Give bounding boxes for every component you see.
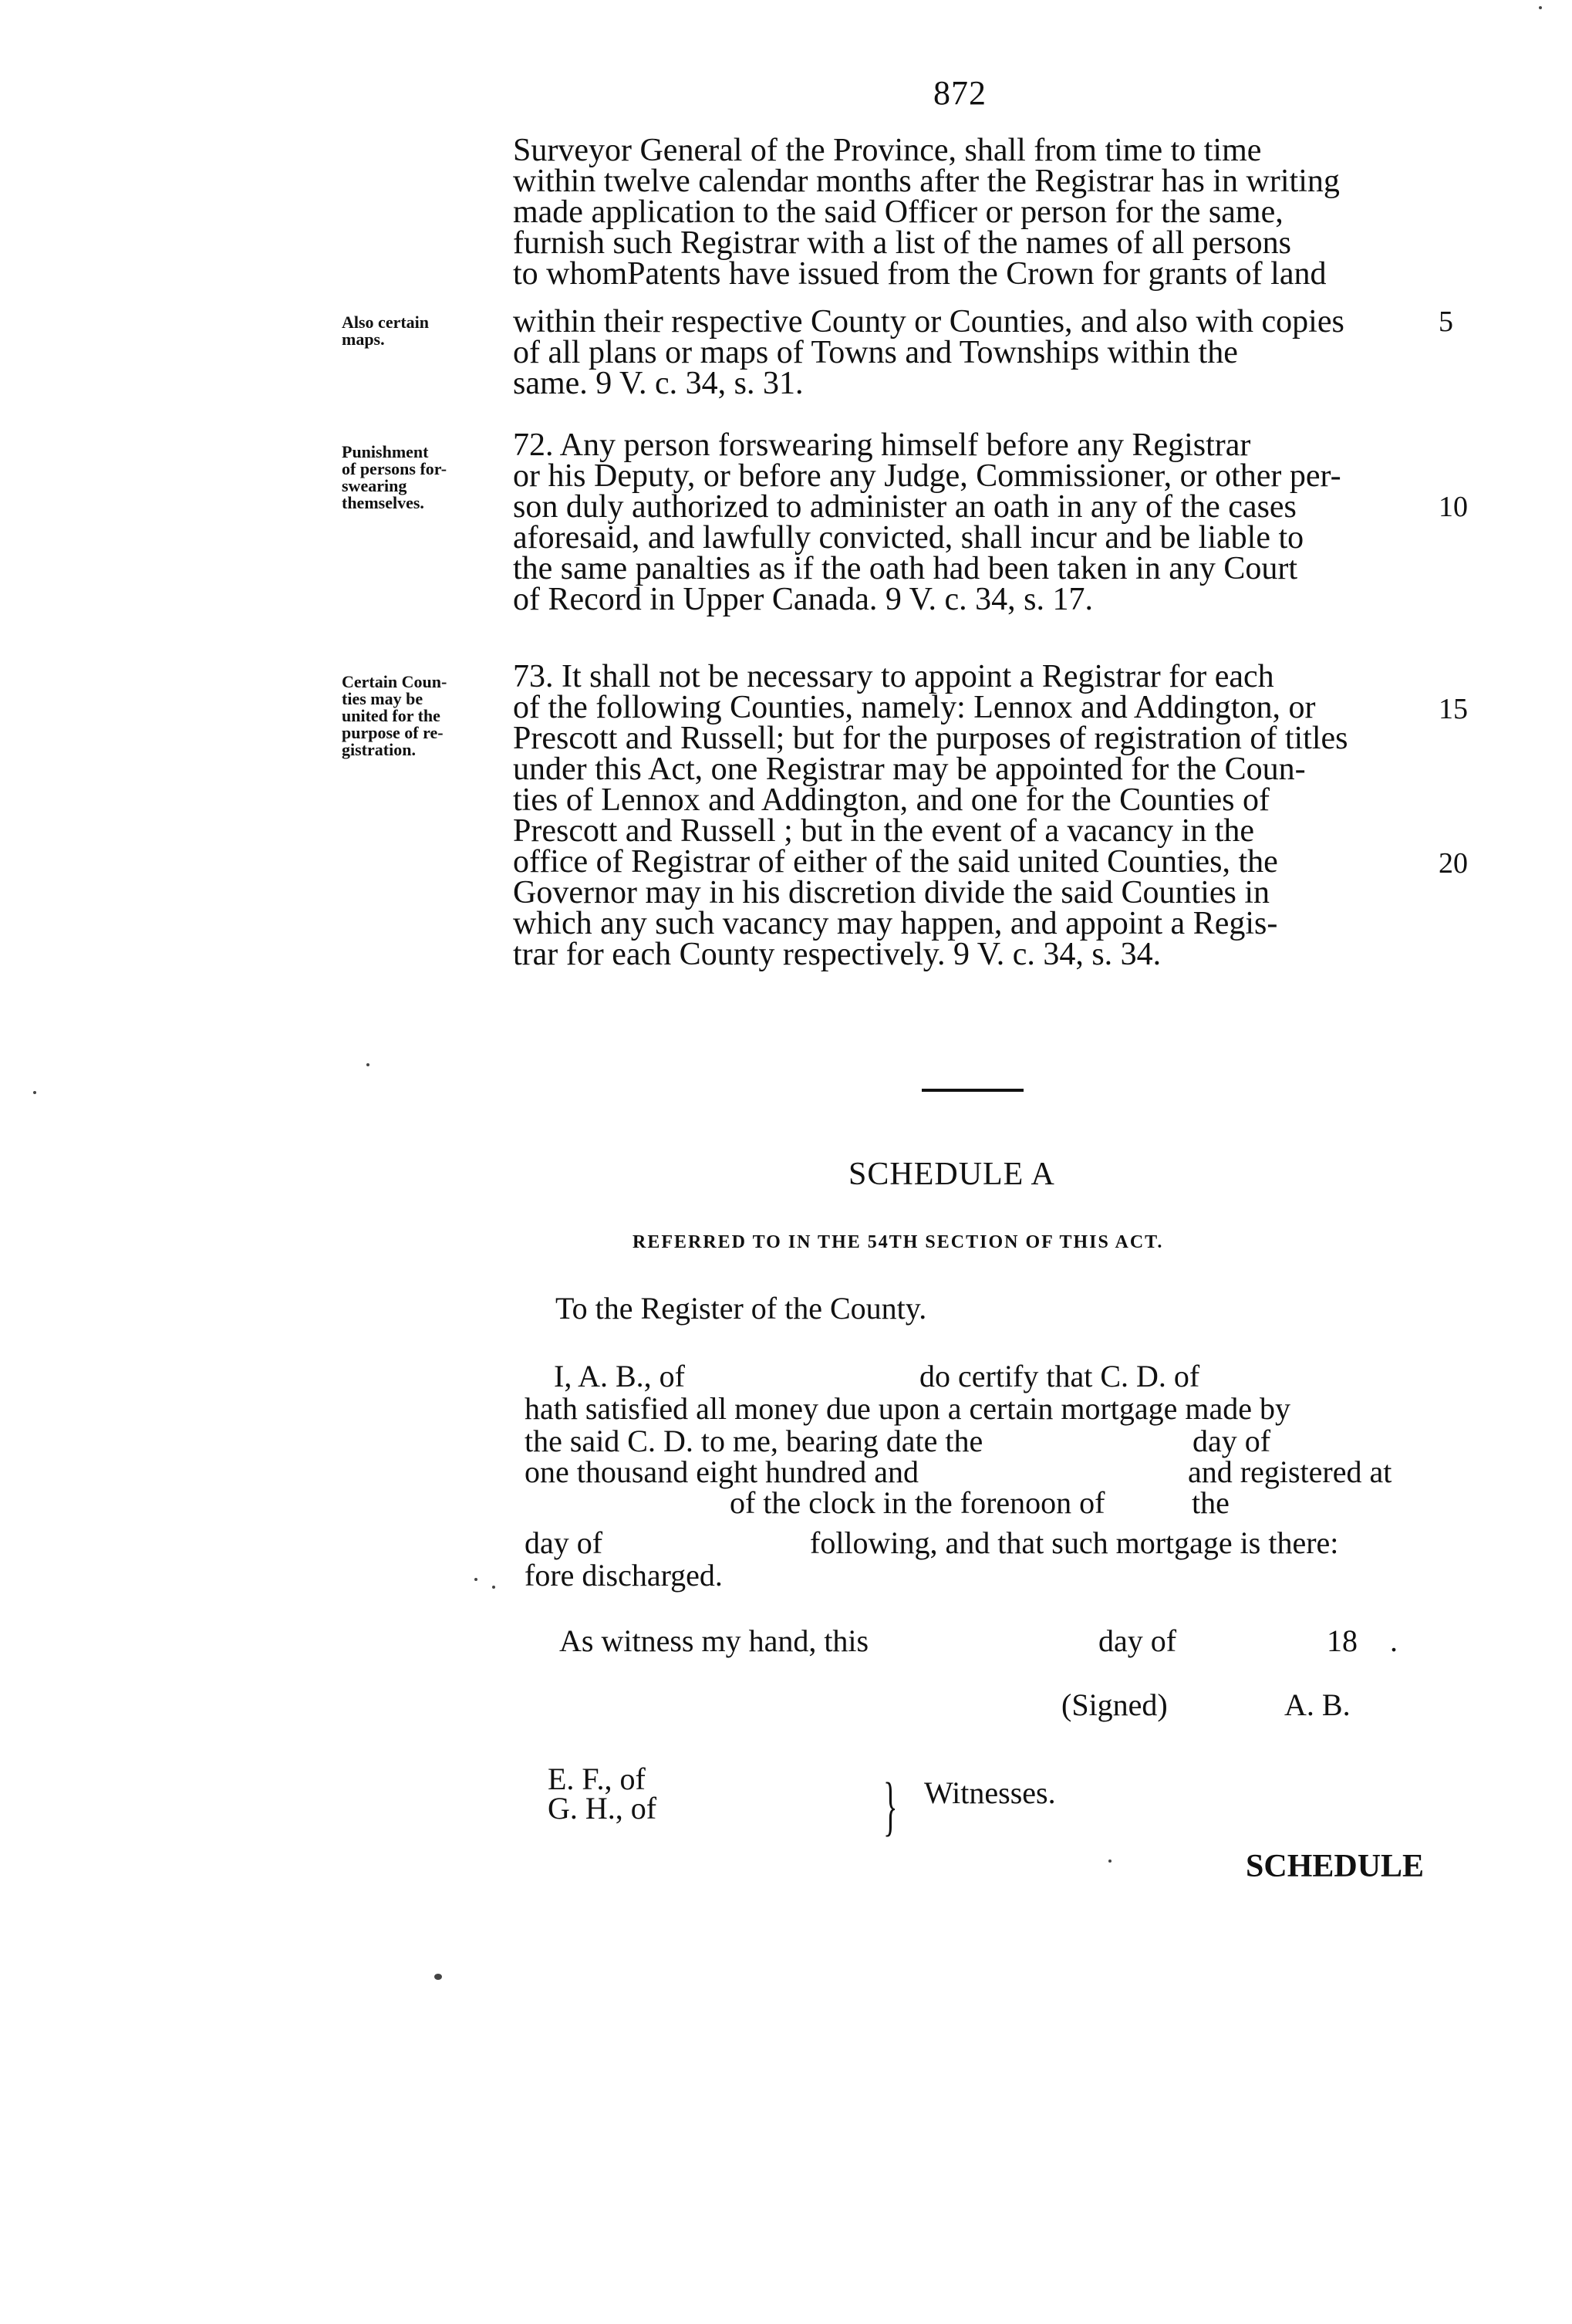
body-line: to whomPatents have issued from the Crown for grants of land [513,256,1327,292]
line-number: 5 [1439,306,1453,338]
line-number: 10 [1439,491,1468,523]
schedule-title: SCHEDULE A [848,1157,1055,1192]
margin-note-line: themselves. [342,493,424,512]
margin-note-line: Punishment [342,442,429,461]
body-line: trar for each County respectively. 9 V. c. 34, s. 34. [513,937,1162,972]
witness-text: day of [1098,1623,1177,1658]
margin-note-maps [342,314,429,348]
form-text: hath satisfied all money due upon a certain mortgage made by [525,1391,1291,1426]
witnesses-label: Witnesses. [924,1775,1056,1810]
signed-label: (Signed) [1061,1687,1168,1722]
scan-speck [1539,6,1542,9]
signed-name: A. B. [1284,1687,1351,1722]
form-text: fore discharged. [525,1558,723,1593]
margin-note-line: swearing [342,476,407,495]
scan-speck [366,1063,369,1066]
schedule-subtitle: REFERRED TO IN THE 54TH SECTION OF THIS ACT. [633,1232,1164,1252]
form-text: day of [525,1525,603,1560]
body-line: which any such vacancy may happen, and appoint a Regis- [513,906,1278,941]
body-line: Surveyor General of the Province, shall from time to time [513,133,1262,168]
scan-speck [33,1091,36,1094]
scan-speck [434,1974,442,1980]
form-text: do certify that C. D. of [919,1359,1200,1393]
body-line: 72. Any person forswearing himself before any Registrar [513,427,1251,463]
catchword: SCHEDULE [1246,1849,1425,1884]
witness-text: As witness my hand, this [559,1623,869,1658]
margin-note-line: ties may be [342,689,423,708]
body-line: under this Act, one Registrar may be appointed for the Coun- [513,752,1306,787]
form-text: of the clock in the forenoon of [730,1485,1105,1520]
form-text: following, and that such mortgage is there: [810,1525,1339,1560]
schedule-salutation: To the Register of the County. [555,1291,927,1326]
body-line: of Record in Upper Canada. 9 V. c. 34, s. 17. [513,582,1093,617]
form-text: the [1192,1485,1230,1520]
margin-note-line: maps. [342,329,385,349]
body-line: 73. It shall not be necessary to appoint a Registrar for each [513,659,1274,694]
body-line: same. 9 V. c. 34, s. 31. [513,366,804,401]
scan-speck [474,1578,477,1581]
scan-speck [1108,1860,1112,1863]
body-line: within twelve calendar months after the Registrar has in writing [513,164,1340,199]
form-text: I, A. B., of [554,1359,685,1393]
witness-two: G. H., of [548,1791,657,1826]
section-divider [922,1089,1024,1092]
body-line: son duly authorized to administer an oath in any of the cases [513,489,1297,525]
body-line: Governor may in his discretion divide the said Counties in [513,875,1270,910]
body-line: of all plans or maps of Towns and Townships within the [513,335,1238,370]
form-text: one thousand eight hundred and [525,1454,919,1489]
right-brace-icon: } [883,1768,898,1843]
margin-note-line: united for the [342,706,440,725]
body-line: office of Registrar of either of the said united Counties, the [513,844,1278,880]
line-number: 15 [1439,693,1468,725]
body-line: ties of Lennox and Addington, and one for the Counties of [513,782,1270,818]
body-line: Prescott and Russell ; but in the event of a vacancy in the [513,813,1255,849]
margin-note-line: Certain Coun- [342,672,447,691]
body-line: furnish such Registrar with a list of the names of all persons [513,225,1291,261]
witness-year: 18 [1327,1623,1358,1658]
body-line: of the following Counties, namely: Lennox and Addington, or [513,690,1316,725]
margin-note-punishment [342,444,447,512]
form-text: and registered at [1188,1454,1392,1489]
witness-period: . [1390,1623,1398,1658]
form-text: the said C. D. to me, bearing date the [525,1424,983,1458]
witness-one: E. F., of [548,1762,646,1796]
margin-note-line: purpose of re- [342,723,444,742]
form-text: day of [1192,1424,1271,1458]
margin-note-line: gistration. [342,740,416,759]
body-line: or his Deputy, or before any Judge, Commissioner, or other per- [513,458,1341,494]
line-number: 20 [1439,847,1468,880]
margin-note-line: of persons for- [342,459,447,478]
margin-note-line: Also certain [342,312,430,332]
body-line: Prescott and Russell; but for the purposes of registration of titles [513,721,1348,756]
body-line: aforesaid, and lawfully convicted, shall incur and be liable to [513,520,1304,556]
body-line: the same panalties as if the oath had been taken in any Court [513,551,1298,586]
body-line: made application to the said Officer or person for the same, [513,194,1284,230]
margin-note-certain-counties [342,674,447,758]
body-line: within their respective County or Counties, and also with copies [513,304,1344,339]
scan-speck [492,1586,495,1589]
page-number: 872 [933,74,987,112]
